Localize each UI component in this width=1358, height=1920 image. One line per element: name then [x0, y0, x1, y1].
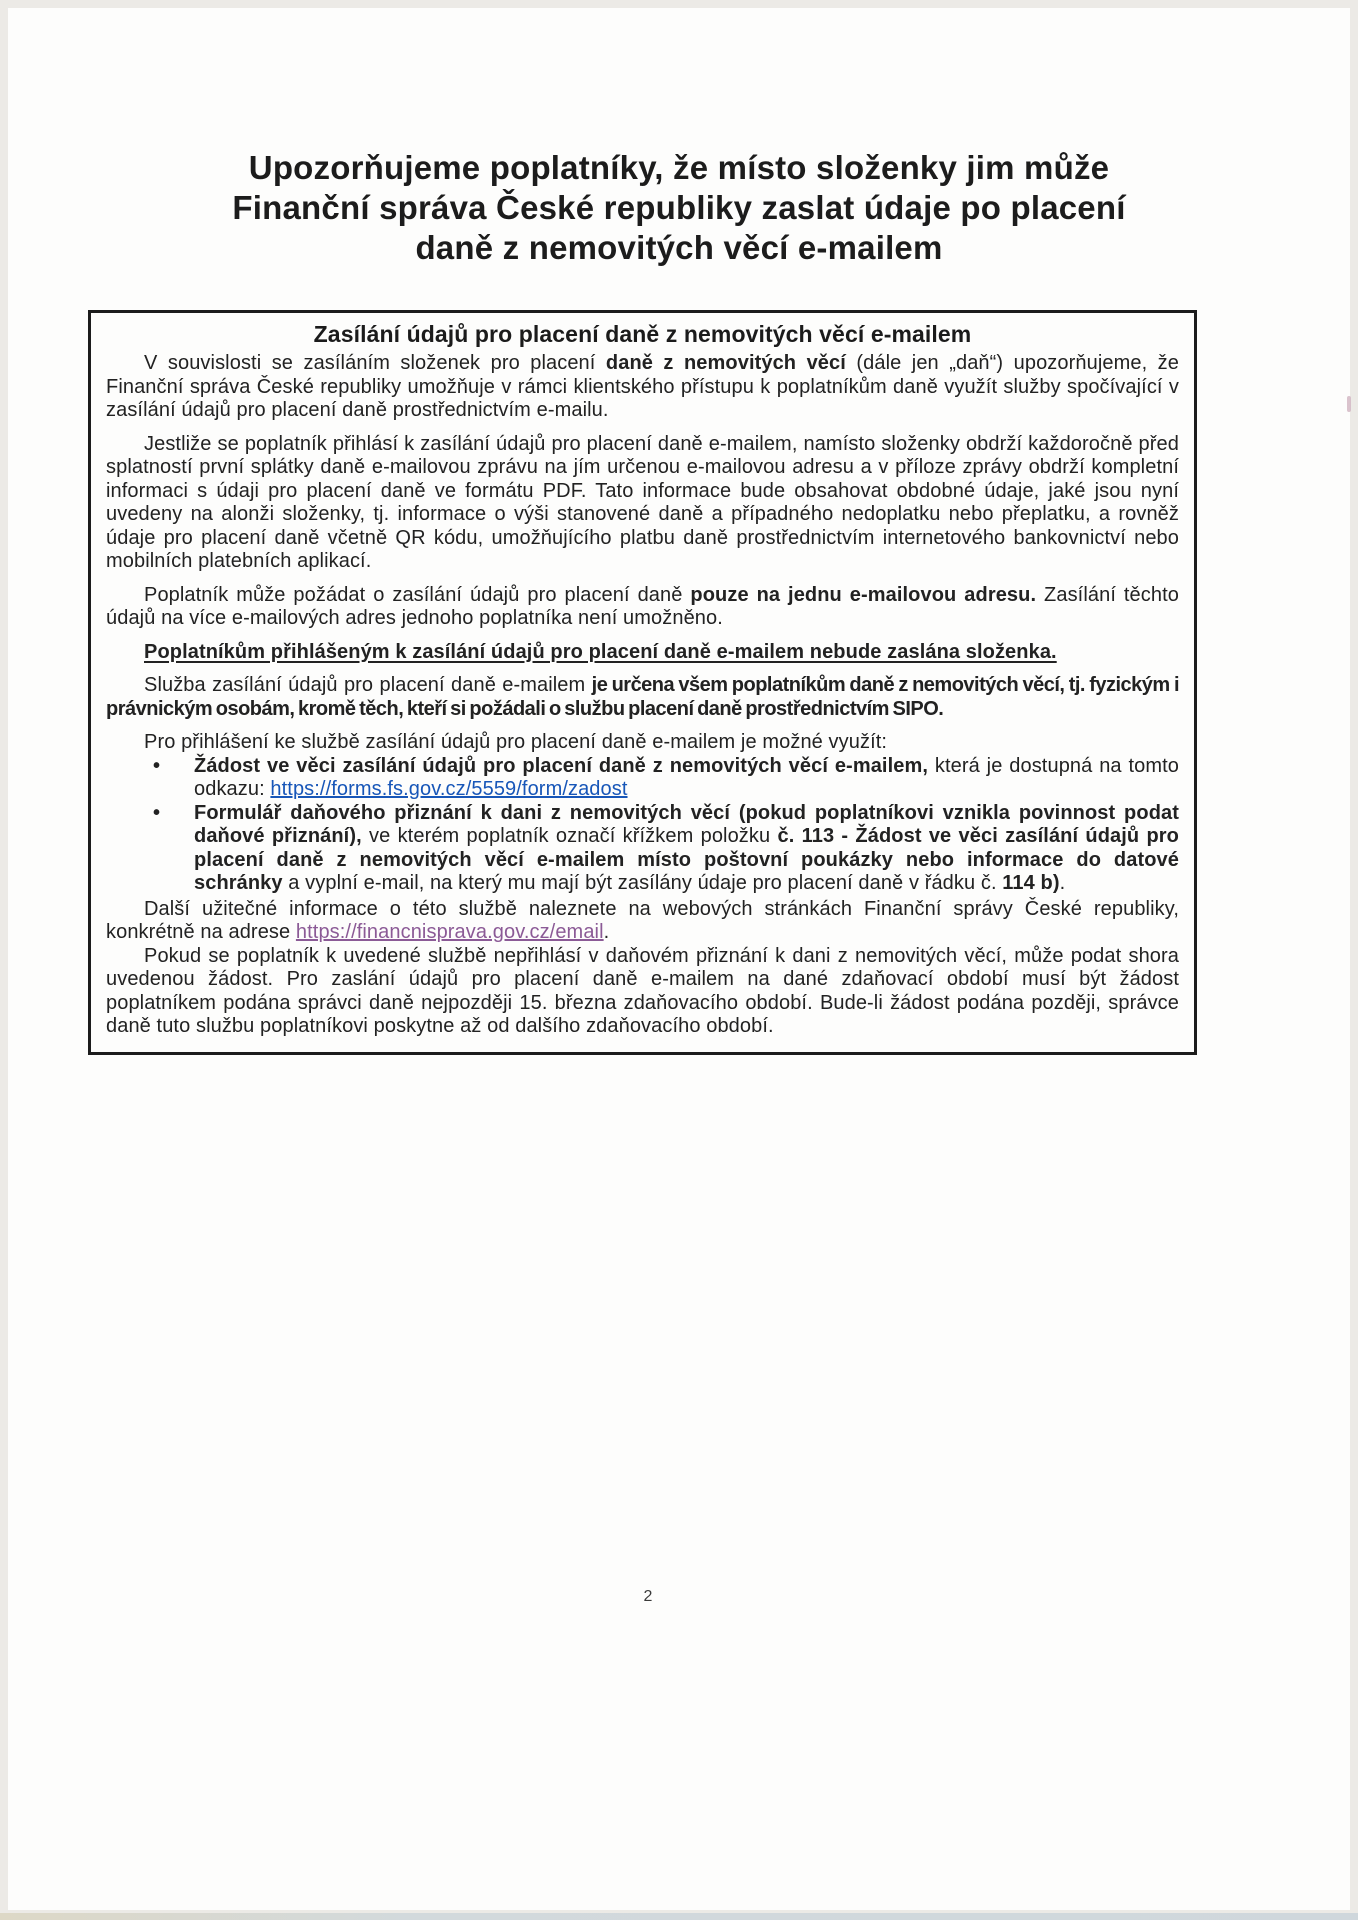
paragraph-jedna-adresa — [106, 584, 1179, 631]
text-segment: která je dostupná na tomto odkazu: — [194, 754, 1180, 800]
text-segment: pouze na jednu e-mailovou adresu. — [690, 583, 1037, 606]
text-segment: Služba zasílání údajů pro placení daně e-mailem — [144, 674, 592, 696]
page-number: 2 — [643, 1588, 653, 1605]
link-financnisprava-email[interactable]: https://financnisprava.gov.cz/email — [295, 921, 604, 943]
text-segment: je určena všem poplatníkům daně z nemovitých věcí, tj. fyzickým i právnickým osobám, kromě těch, kteří si požádali o službu placení daně prostřednictvím SIPO. — [106, 674, 1179, 720]
paragraph-nebude-slozenka — [106, 641, 1179, 665]
page-title — [8, 148, 1350, 268]
text-segment: Zasílání těchto údajů na více e-mailových adres jednoho poplatníka není umožněno. — [106, 583, 1179, 629]
title-line-1: Upozorňujeme poplatníky, že místo složenky jim může — [248, 149, 1110, 186]
title-line-2: Finanční správa České republiky zaslat údaje po placení — [232, 189, 1126, 226]
link-forms-zadost[interactable]: https://forms.fs.gov.cz/5559/form/zadost — [270, 778, 628, 800]
bullet-item-zadost — [194, 755, 1179, 802]
text-segment: Poplatník může požádat o zasílání údajů pro placení daně — [144, 583, 691, 606]
text-segment: č. 113 - Žádost ve věci zasílání údajů pro placení daně z nemovitých věcí e-mailem místo poštovní poukázky nebo informace do datové schránky — [194, 825, 1180, 894]
paragraph-jestlize — [106, 433, 1179, 574]
text-segment: Poplatníkům přihlášeným k zasílání údajů pro placení daně e-mailem nebude zaslána složenka. — [144, 640, 1057, 663]
text-segment: Pokud se poplatník k uvedené službě nepřihlásí v daňovém přiznání k dani z nemovitých věcí, může podat shora uvedenou žádost. Pro zaslání údajů pro placení daně e-mailem na dané zdaňovací období musí být žádost poplatníkem podána správci daně nejpozději 15. března zdaňovacího období. Bude-li žádost podána později, správce daně tuto službu poplatníkovi poskytne až od dalšího zdaňovacího období. — [106, 944, 1179, 1037]
paragraph-sluzba — [106, 674, 1179, 721]
title-line-3: daně z nemovitých věcí e-mailem — [415, 229, 943, 266]
text-segment: . — [603, 921, 610, 943]
paragraph-souvislost — [106, 352, 1179, 423]
info-box — [88, 310, 1197, 1055]
text-segment: Formulář daňového přiznání k dani z nemovitých věcí (pokud poplatníkovi vznikla povinnost podat daňové přiznání), — [194, 801, 1179, 847]
text-segment: 114 b) — [1002, 872, 1060, 894]
text-segment: Pro přihlášení ke službě zasílání údajů pro placení daně e-mailem je možné využít: — [144, 731, 888, 753]
text-segment: ve kterém poplatník označí křížkem položku — [369, 825, 778, 847]
bullet-list — [106, 755, 1179, 896]
text-segment: a vyplní e-mail, na který mu mají být zasílány údaje pro placení daně v řádku č. — [282, 872, 1003, 894]
text-segment: V souvislosti se zasíláním složenek pro placení — [144, 352, 606, 374]
paragraph-pokud — [106, 945, 1179, 1039]
text-segment: (dále jen „daň“) upozorňujeme, že Finanční správa České republiky umožňuje v rámci klientského přístupu k poplatníkům daně využít služby spočívající v zasílání údajů pro placení daně prostřednictvím e-mailu. — [106, 352, 1179, 421]
paragraph-dalsi-informace — [106, 898, 1179, 945]
paragraph-pro-prihlaseni — [106, 731, 1179, 755]
text-segment: daně z nemovitých věcí — [605, 352, 846, 374]
text-segment: Žádost ve věci zasílání údajů pro placení daně z nemovitých věcí e-mailem, — [194, 754, 929, 777]
text-segment: Jestliže se poplatník přihlásí k zasílání údajů pro placení daně e-mailem, namísto složenky obdrží každoročně před splatností první splátky daně e-mailovou zprávu na jím určenou e-mailovou adresu a v příloze zprávy obdrží kompletní informaci s údaji pro placení daně ve formátu PDF. Tato informace bude obsahovat obdobné údaje, jaké jsou nyní uvedeny na alonži složenky, tj. informace o výši stanovené daně a případného nedoplatku nebo přeplatku, a rovněž údaje pro placení daně včetně QR kódu, umožňujícího platbu daně prostřednictvím internetového bankovnictví nebo mobilních platebních aplikací. — [106, 432, 1179, 572]
scan-artifact-mark — [1347, 396, 1351, 412]
text-segment: Další užitečné informace o této službě naleznete na webových stránkách Finanční správy České republiky, konkrétně na adrese — [106, 897, 1179, 943]
document-page — [8, 8, 1350, 1910]
bullet-item-formular — [194, 802, 1179, 896]
box-heading: Zasílání údajů pro placení daně z nemovitých věcí e-mailem — [313, 321, 972, 347]
scan-edge-artifact — [0, 1913, 1358, 1920]
text-segment: . — [1059, 872, 1066, 894]
